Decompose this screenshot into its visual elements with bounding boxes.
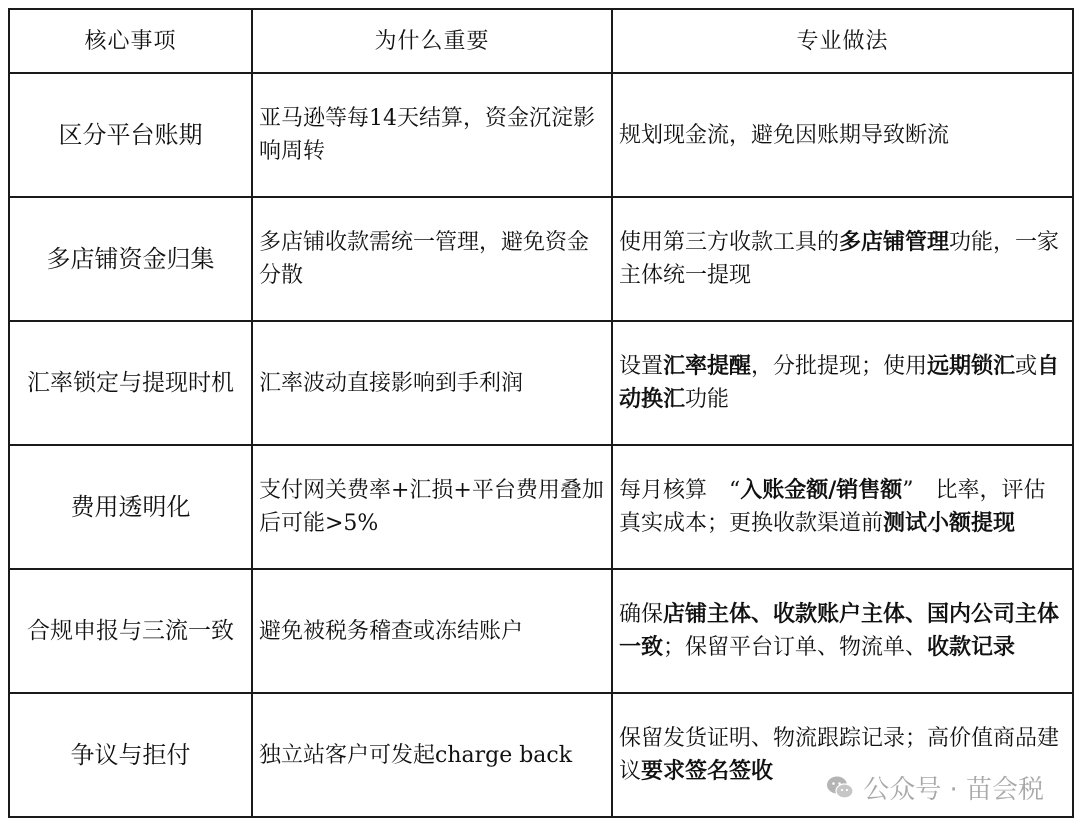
emphasis-text: 收款记录 (927, 634, 1016, 660)
row-topic: 争议与拒付 (9, 693, 252, 817)
body-text: 规划现金流，避免因账期导致断流 (619, 122, 950, 148)
row-topic: 费用透明化 (9, 445, 252, 569)
row-why: 独立站客户可发起charge back (252, 693, 612, 817)
row-why: 多店铺收款需统一管理，避免资金分散 (252, 197, 612, 321)
body-text: 保留发货证明、物流跟踪记录；高价值商品建议 (619, 726, 1060, 784)
emphasis-text: 入账金额/销售额 (740, 477, 903, 503)
row-how (612, 197, 1073, 321)
row-why: 避免被税务稽查或冻结账户 (252, 569, 612, 693)
row-how (612, 693, 1073, 817)
row-why: 亚马逊等每14天结算，资金沉淀影响周转 (252, 73, 612, 197)
row-why: 汇率波动直接影响到手利润 (252, 321, 612, 445)
practice-table (8, 8, 1074, 818)
body-text: ” 比率，评估真实成本；更换收款渠道前 (619, 478, 1046, 536)
header-core-item: 核心事项 (9, 9, 252, 73)
table-row (9, 321, 1073, 445)
emphasis-text: 要求签名签收 (641, 758, 774, 784)
emphasis-text: 汇率提醒 (663, 353, 752, 379)
row-how (612, 73, 1073, 197)
table-row (9, 73, 1073, 197)
table-header-row (9, 9, 1073, 73)
row-topic: 多店铺资金归集 (9, 197, 252, 321)
row-topic: 合规申报与三流一致 (9, 569, 252, 693)
table-row (9, 445, 1073, 569)
table-row (9, 197, 1073, 321)
body-text: 功能，一家主体统一提现 (619, 230, 1060, 288)
header-why-important: 为什么重要 (252, 9, 612, 73)
emphasis-text: 远期锁汇 (927, 353, 1016, 379)
row-how (612, 321, 1073, 445)
body-text: 确保 (619, 602, 664, 627)
row-topic: 汇率锁定与提现时机 (9, 321, 252, 445)
header-professional-practice: 专业做法 (612, 9, 1073, 73)
row-how (612, 569, 1073, 693)
emphasis-text: 测试小额提现 (883, 510, 1016, 536)
row-topic: 区分平台账期 (9, 73, 252, 197)
emphasis-text: 多店铺管理 (839, 229, 950, 255)
row-how (612, 445, 1073, 569)
body-text: 设置 (619, 354, 664, 379)
table-row (9, 569, 1073, 693)
table-row (9, 693, 1073, 817)
row-why: 支付网关费率+汇损+平台费用叠加后可能>5% (252, 445, 612, 569)
emphasis-text: 店铺主体、收款账户主体、国内公司主体一致 (619, 601, 1060, 660)
body-text: 或 (1015, 354, 1038, 379)
body-text: 每月核算 “ (619, 478, 741, 503)
body-text: ，分批提现；使用 (751, 354, 928, 379)
body-text: 功能 (685, 387, 730, 412)
emphasis-text: 自动换汇 (619, 353, 1060, 412)
body-text: 使用第三方收款工具的 (619, 230, 840, 255)
watermark-text: 公众号 · 苗会税 (863, 775, 1044, 805)
body-text: ；保留平台订单、物流单、 (663, 635, 928, 660)
